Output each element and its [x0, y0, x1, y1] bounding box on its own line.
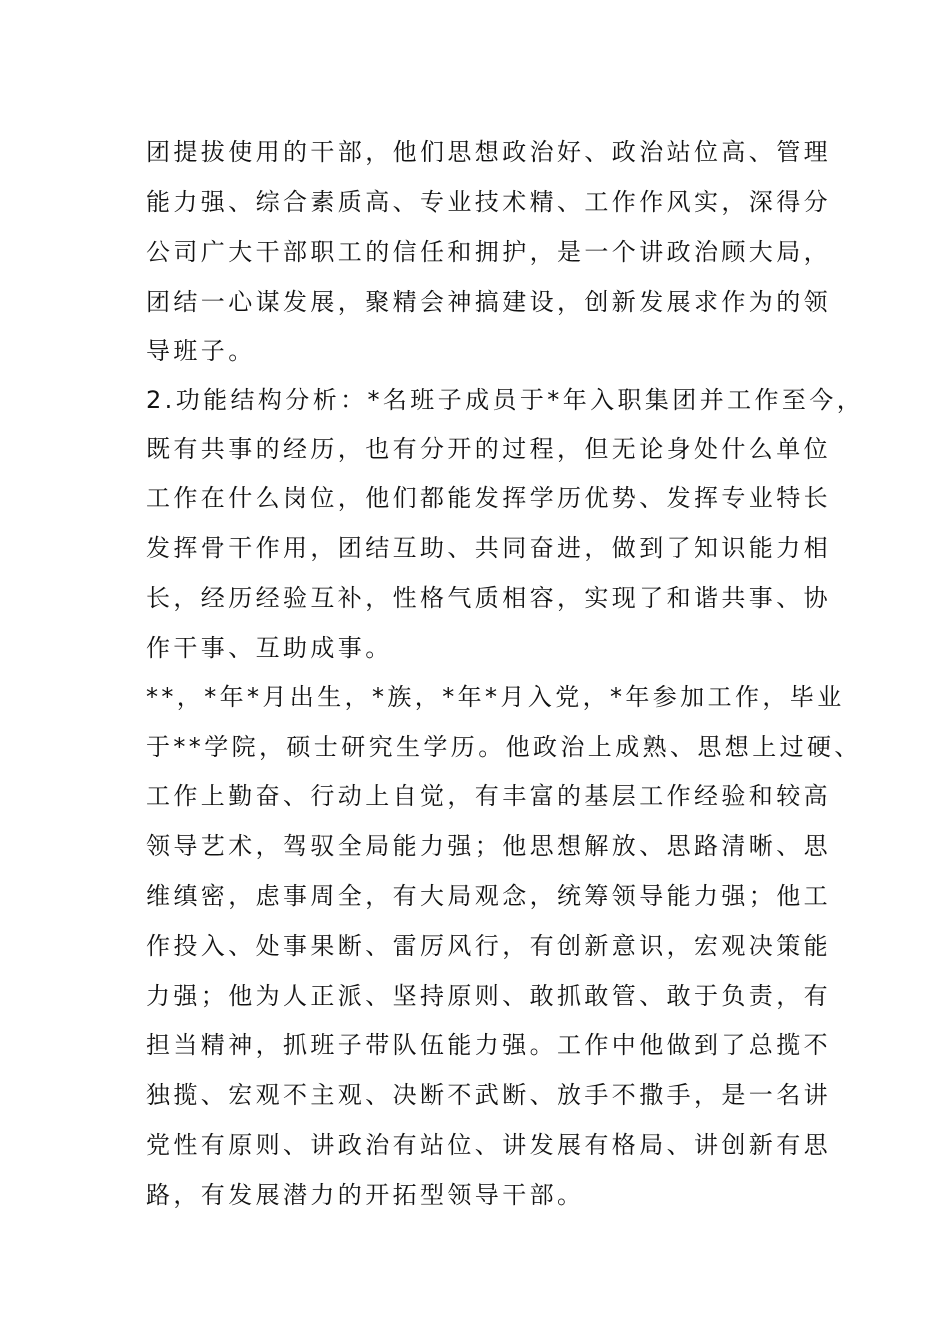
- text-line: 路，有发展潜力的开拓型领导干部。: [146, 1181, 585, 1209]
- text-line: 长，经历经验互补，性格气质相容，实现了和谐共事、协: [146, 584, 831, 612]
- text-line: 维缜密，虑事周全，有大局观念，统筹领导能力强；他工: [146, 882, 831, 910]
- text-line: 导班子。: [146, 337, 256, 365]
- text-line: 工作上勤奋、行动上自觉，有丰富的基层工作经验和较高: [146, 782, 831, 810]
- text-line: 于**学院，硕士研究生学历。他政治上成熟、思想上过硬、: [146, 733, 862, 761]
- text-line: 作干事、互助成事。: [146, 634, 393, 662]
- text-line: 领导艺术，驾驭全局能力强；他思想解放、思路清晰、思: [146, 832, 831, 860]
- text-line: 独揽、宏观不主观、决断不武断、放手不撒手，是一名讲: [146, 1081, 831, 1109]
- text-line: 团提拔使用的干部，他们思想政治好、政治站位高、管理: [146, 138, 831, 166]
- text-line: 能力强、综合素质高、专业技术精、工作作风实，深得分: [146, 188, 831, 216]
- text-line: 党性有原则、讲政治有站位、讲发展有格局、讲创新有思: [146, 1131, 831, 1159]
- text-line: 作投入、处事果断、雷厉风行，有创新意识，宏观决策能: [146, 932, 831, 960]
- text-line: 2.功能结构分析：*名班子成员于*年入职集团并工作至今，: [146, 386, 865, 414]
- text-line: 力强；他为人正派、坚持原则、敢抓敢管、敢于负责，有: [146, 982, 831, 1010]
- text-line: 既有共事的经历，也有分开的过程，但无论身处什么单位: [146, 435, 831, 463]
- text-line: 发挥骨干作用，团结互助、共同奋进，做到了知识能力相: [146, 534, 831, 562]
- text-line: 团结一心谋发展，聚精会神搞建设，创新发展求作为的领: [146, 288, 831, 316]
- text-line: 公司广大干部职工的信任和拥护，是一个讲政治顾大局，: [146, 238, 831, 266]
- text-line: **，*年*月出生，*族，*年*月入党，*年参加工作，毕业: [146, 683, 845, 711]
- text-line: 担当精神，抓班子带队伍能力强。工作中他做到了总揽不: [146, 1031, 831, 1059]
- text-line: 工作在什么岗位，他们都能发挥学历优势、发挥专业特长: [146, 484, 831, 512]
